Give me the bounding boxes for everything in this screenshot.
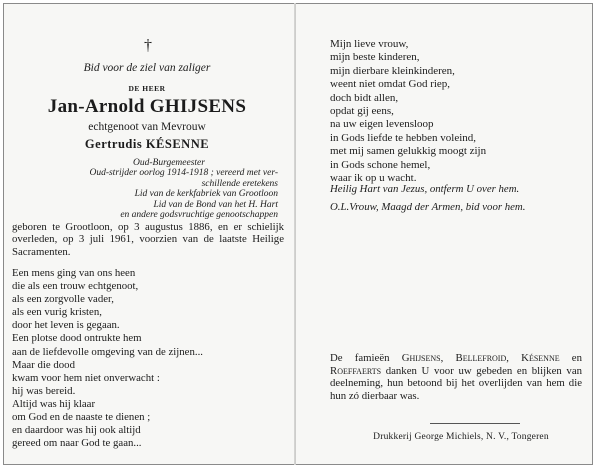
title-line: en andere godsvruchtige genootschappen [120, 210, 278, 221]
family-name: Roeffaerts [330, 364, 382, 377]
poem-line: in Gods schone hemel, [330, 158, 431, 171]
title-line: Oud-strijder oorlog 1914-1918 ; vereerd met ver- [89, 168, 278, 179]
title-line: Lid van de Bond van het H. Hart [153, 199, 278, 210]
poem-line: weent niet omdat God riep, [330, 78, 451, 91]
prayer-virgin-mary: O.L.Vrouw, Maagd der Armen, bid voor hem. [330, 201, 526, 213]
title-line: Lid van de kerkfabriek van Grootloon [134, 189, 278, 200]
poem-line: Een plotse dood ontrukte hem [12, 332, 142, 345]
prayer-sacred-heart: Heilig Hart van Jezus, ontferm U over hem. [330, 183, 520, 195]
poem-line: door het leven is gegaan. [12, 319, 120, 332]
family-thanks: De famieën Ghijsens, Bellefroid, Késenne en Roeffaerts danken U voor uw gebeden en blijken van deelneming, hun betoond bij het overlijden van hem die hun zó dierbaar was. [330, 352, 583, 402]
poem-line: in Gods liefde te hebben voleind, [330, 131, 477, 144]
poem-line: mijn beste kinderen, [330, 51, 420, 64]
poem-line: Mijn lieve vrouw, [330, 38, 409, 50]
title-line: Oud-Burgemeester [133, 158, 205, 168]
card-fold-line [294, 3, 296, 465]
spouse-name: Gertrudis KÉSENNE [84, 137, 210, 151]
deceased-name: Jan-Arnold GHIJSENS [47, 96, 247, 117]
spouse-intro: echtgenoot van Mevrouw [88, 121, 206, 133]
family-name: Késenne [521, 352, 560, 364]
titles-list [12, 158, 282, 220]
poem-line: gereed om naar God te gaan... [12, 437, 142, 450]
poem-line: Maar die dood [12, 358, 75, 371]
family-name: Bellefroid [455, 352, 507, 364]
poem-line: en daardoor was hij ook altijd [12, 424, 141, 437]
poem-line: opdat gij eens, [330, 105, 394, 118]
poem-line: waar ik op u wacht. [330, 172, 417, 185]
poem-line: aan de liefdevolle omgeving van de zijnen... [12, 345, 203, 358]
thanks-conjunction: en [571, 352, 582, 364]
poem-line: kwam voor hem niet onverwacht : [12, 371, 160, 384]
poem-line: doch bidt allen, [330, 91, 399, 104]
poem-line: mijn dierbare kleinkinderen, [330, 64, 455, 77]
title-line: schillende eretekens [201, 178, 278, 189]
divider [430, 423, 520, 424]
prayer-request: Bid voor de ziel van zaliger [83, 62, 211, 74]
poem-line: Altijd was hij klaar [12, 397, 96, 410]
family-name: Ghijsens [401, 352, 441, 364]
farewell-poem [330, 38, 592, 185]
poem-line: Een mens ging van ons heen [12, 267, 136, 279]
poem-line: om God en de naaste te dienen ; [12, 411, 151, 424]
memorial-poem [12, 267, 284, 450]
thanks-intro: De famieën [330, 352, 390, 364]
cross-icon: † [144, 37, 152, 54]
poem-line: als een vurig kristen, [12, 306, 102, 319]
poem-line: die als een trouw echtgenoot, [12, 280, 139, 293]
poem-line: hij was bereid. [12, 384, 76, 397]
printer-credit: Drukkerij George Michiels, N. V., Tongeren [373, 432, 549, 442]
poem-line: na uw eigen levensloop [330, 118, 434, 131]
poem-line: met mij samen gelukkig moogt zijn [330, 145, 487, 158]
honorific: DE HEER [128, 84, 166, 93]
poem-line: als een zorgvolle vader, [12, 293, 114, 306]
thanks-text: danken U voor uw gebeden en blijken van deelneming, hun betoond bij het overlijden van hem die hun zó dierbaar was. [330, 364, 583, 402]
birth-death-text: geboren te Grootloon, op 3 augustus 1886, en er schielijk overleden, op 3 juli 1961, voorzien van de laatste Heilige Sacramenten. [12, 221, 284, 258]
